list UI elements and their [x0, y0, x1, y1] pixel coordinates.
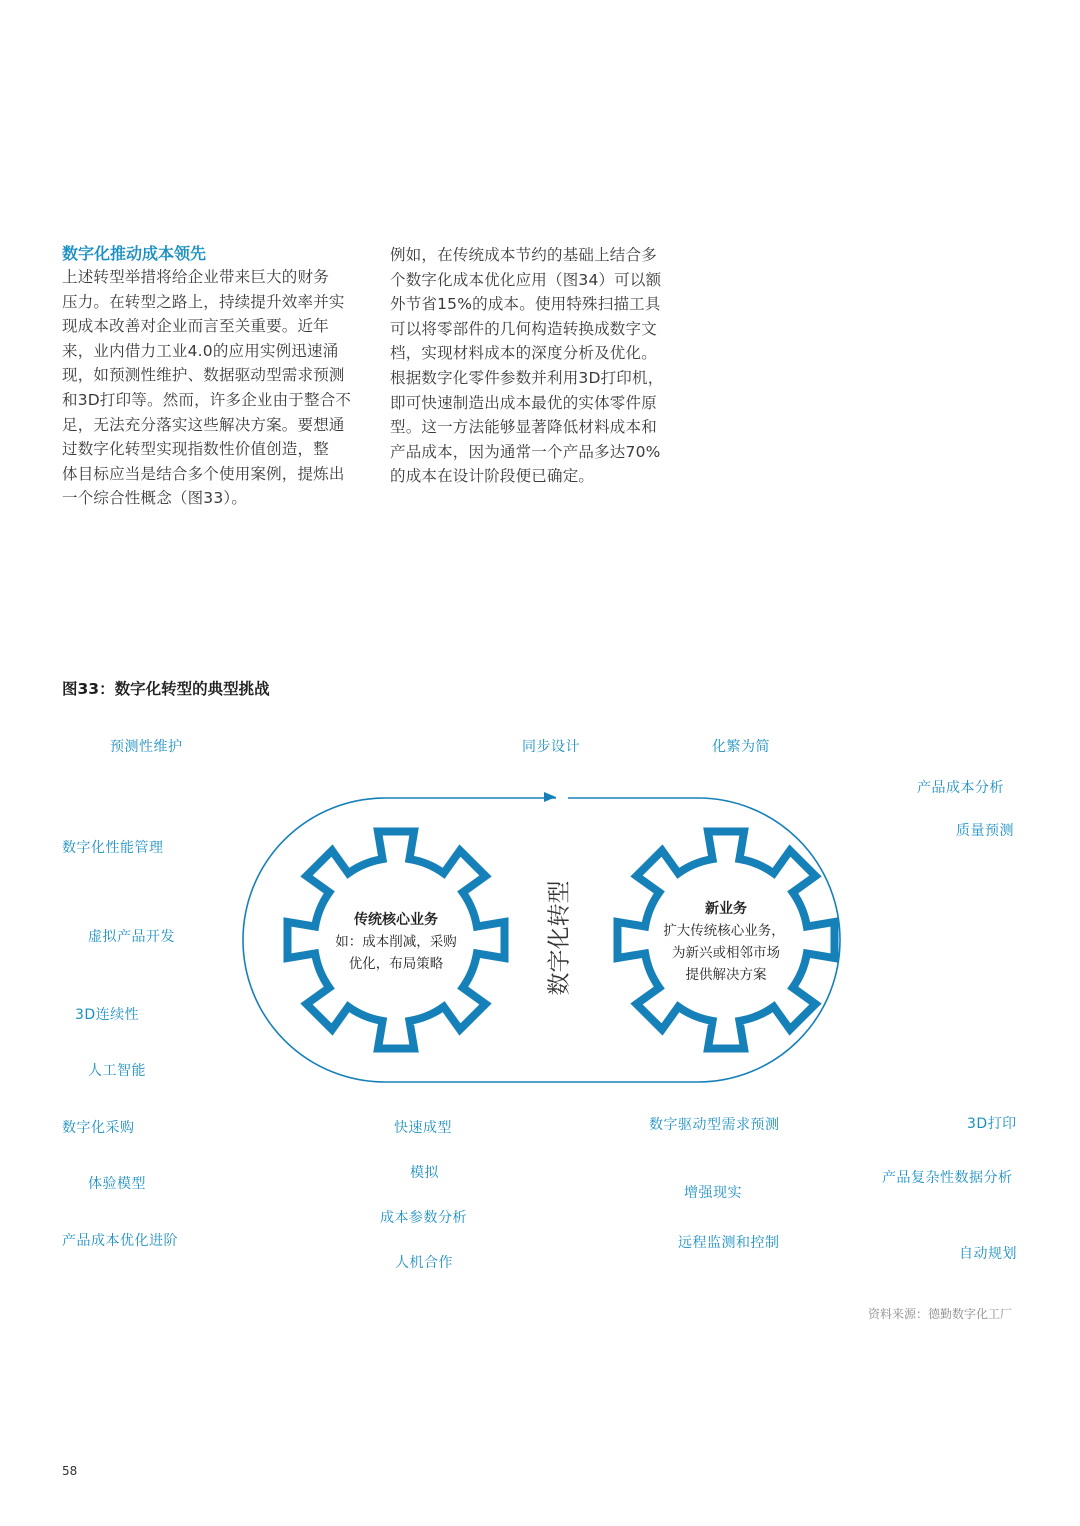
gear-left-title: 传统核心业务 — [354, 912, 438, 928]
text-line: 一个综合性概念（图33）。 — [62, 489, 248, 508]
label-3d-printing: 3D打印 — [967, 1116, 1017, 1132]
label-digital-procurement: 数字化采购 — [62, 1120, 135, 1136]
gear-right-icon — [617, 831, 834, 1048]
label-sync-design: 同步设计 — [522, 739, 580, 755]
gear-right-line: 为新兴或相邻市场 — [672, 945, 780, 961]
figure-title: 图33：数字化转型的典型挑战 — [62, 680, 270, 698]
gear-right-title: 新业务 — [705, 901, 747, 917]
text-line: 现成本改善对企业而言至关重要。近年 — [62, 317, 329, 336]
text-line: 个数字化成本优化应用（图34）可以额 — [390, 270, 662, 289]
label-rapid-prototyping: 快速成型 — [394, 1120, 452, 1136]
text-line: 足，无法充分落实这些解决方案。要想通 — [62, 415, 345, 434]
page-number: 58 — [62, 1464, 78, 1478]
label-experience-model: 体验模型 — [88, 1176, 146, 1192]
text-line: 可以将零部件的几何构造转换成数字文 — [390, 319, 657, 338]
text-line: 过数字化转型实现指数性价值创造，整 — [62, 440, 329, 459]
label-digital-performance: 数字化性能管理 — [62, 840, 164, 856]
text-line: 即可快速制造出成本最优的实体零件原 — [390, 393, 657, 412]
label-cost-optimization: 产品成本优化进阶 — [62, 1233, 178, 1249]
text-line: 档，实现材料成本的深度分析及优化。 — [390, 344, 657, 363]
text-line: 的成本在设计阶段便已确定。 — [390, 467, 595, 486]
text-line: 来，业内借力工业4.0的应用实例迅速涌 — [62, 341, 339, 360]
text-line: 例如，在传统成本节约的基础上结合多 — [390, 246, 657, 264]
label-demand-forecast: 数字驱动型需求预测 — [649, 1117, 780, 1133]
source-note: 资料来源：德勤数字化工厂 — [868, 1307, 1013, 1321]
label-simulation: 模拟 — [410, 1165, 439, 1181]
text-line: 根据数字化零件参数并利用3D打印机， — [390, 368, 664, 387]
text-line: 上述转型举措将给企业带来巨大的财务 — [62, 268, 329, 286]
gear-left-line: 优化，布局策略 — [348, 956, 444, 972]
text-line: 型。这一方法能够显著降低材料成本和 — [390, 418, 657, 437]
label-human-robot: 人机合作 — [395, 1255, 453, 1271]
text-line: 产品成本，因为通常一个产品多达70% — [390, 442, 661, 461]
label-quality-prediction: 质量预测 — [956, 823, 1014, 839]
gear-left-line: 如：成本削减，采购 — [335, 934, 457, 950]
text-line: 和3D打印等。然而，许多企业由于整合不 — [62, 390, 352, 409]
section-heading: 数字化推动成本领先 — [62, 244, 207, 263]
label-cost-parameter: 成本参数分析 — [380, 1210, 467, 1226]
label-virtual-product: 虚拟产品开发 — [88, 929, 175, 945]
center-label: 数字化转型 — [546, 880, 573, 996]
text-line: 压力。在转型之路上，持续提升效率并实 — [62, 292, 345, 311]
label-ai: 人工智能 — [88, 1063, 146, 1079]
text-line: 现，如预测性维护、数据驱动型需求预测 — [62, 366, 345, 385]
label-predictive-maintenance: 预测性维护 — [110, 739, 183, 755]
label-simplify: 化繁为简 — [712, 739, 770, 755]
text-line: 外节省15%的成本。使用特殊扫描工具 — [390, 295, 661, 314]
label-complexity-analysis: 产品复杂性数据分析 — [882, 1170, 1013, 1186]
label-product-cost-analysis: 产品成本分析 — [917, 780, 1004, 796]
label-ar: 增强现实 — [684, 1185, 742, 1201]
text-line: 体目标应当是结合多个使用案例，提炼出 — [62, 464, 345, 483]
loop-arrow-icon — [544, 792, 556, 802]
gear-right-line: 提供解决方案 — [685, 967, 767, 983]
label-auto-planning: 自动规划 — [959, 1246, 1017, 1262]
label-remote-monitoring: 远程监测和控制 — [678, 1235, 780, 1251]
label-3d-continuity: 3D连续性 — [75, 1007, 140, 1023]
gear-right-line: 扩大传统核心业务， — [663, 923, 785, 939]
